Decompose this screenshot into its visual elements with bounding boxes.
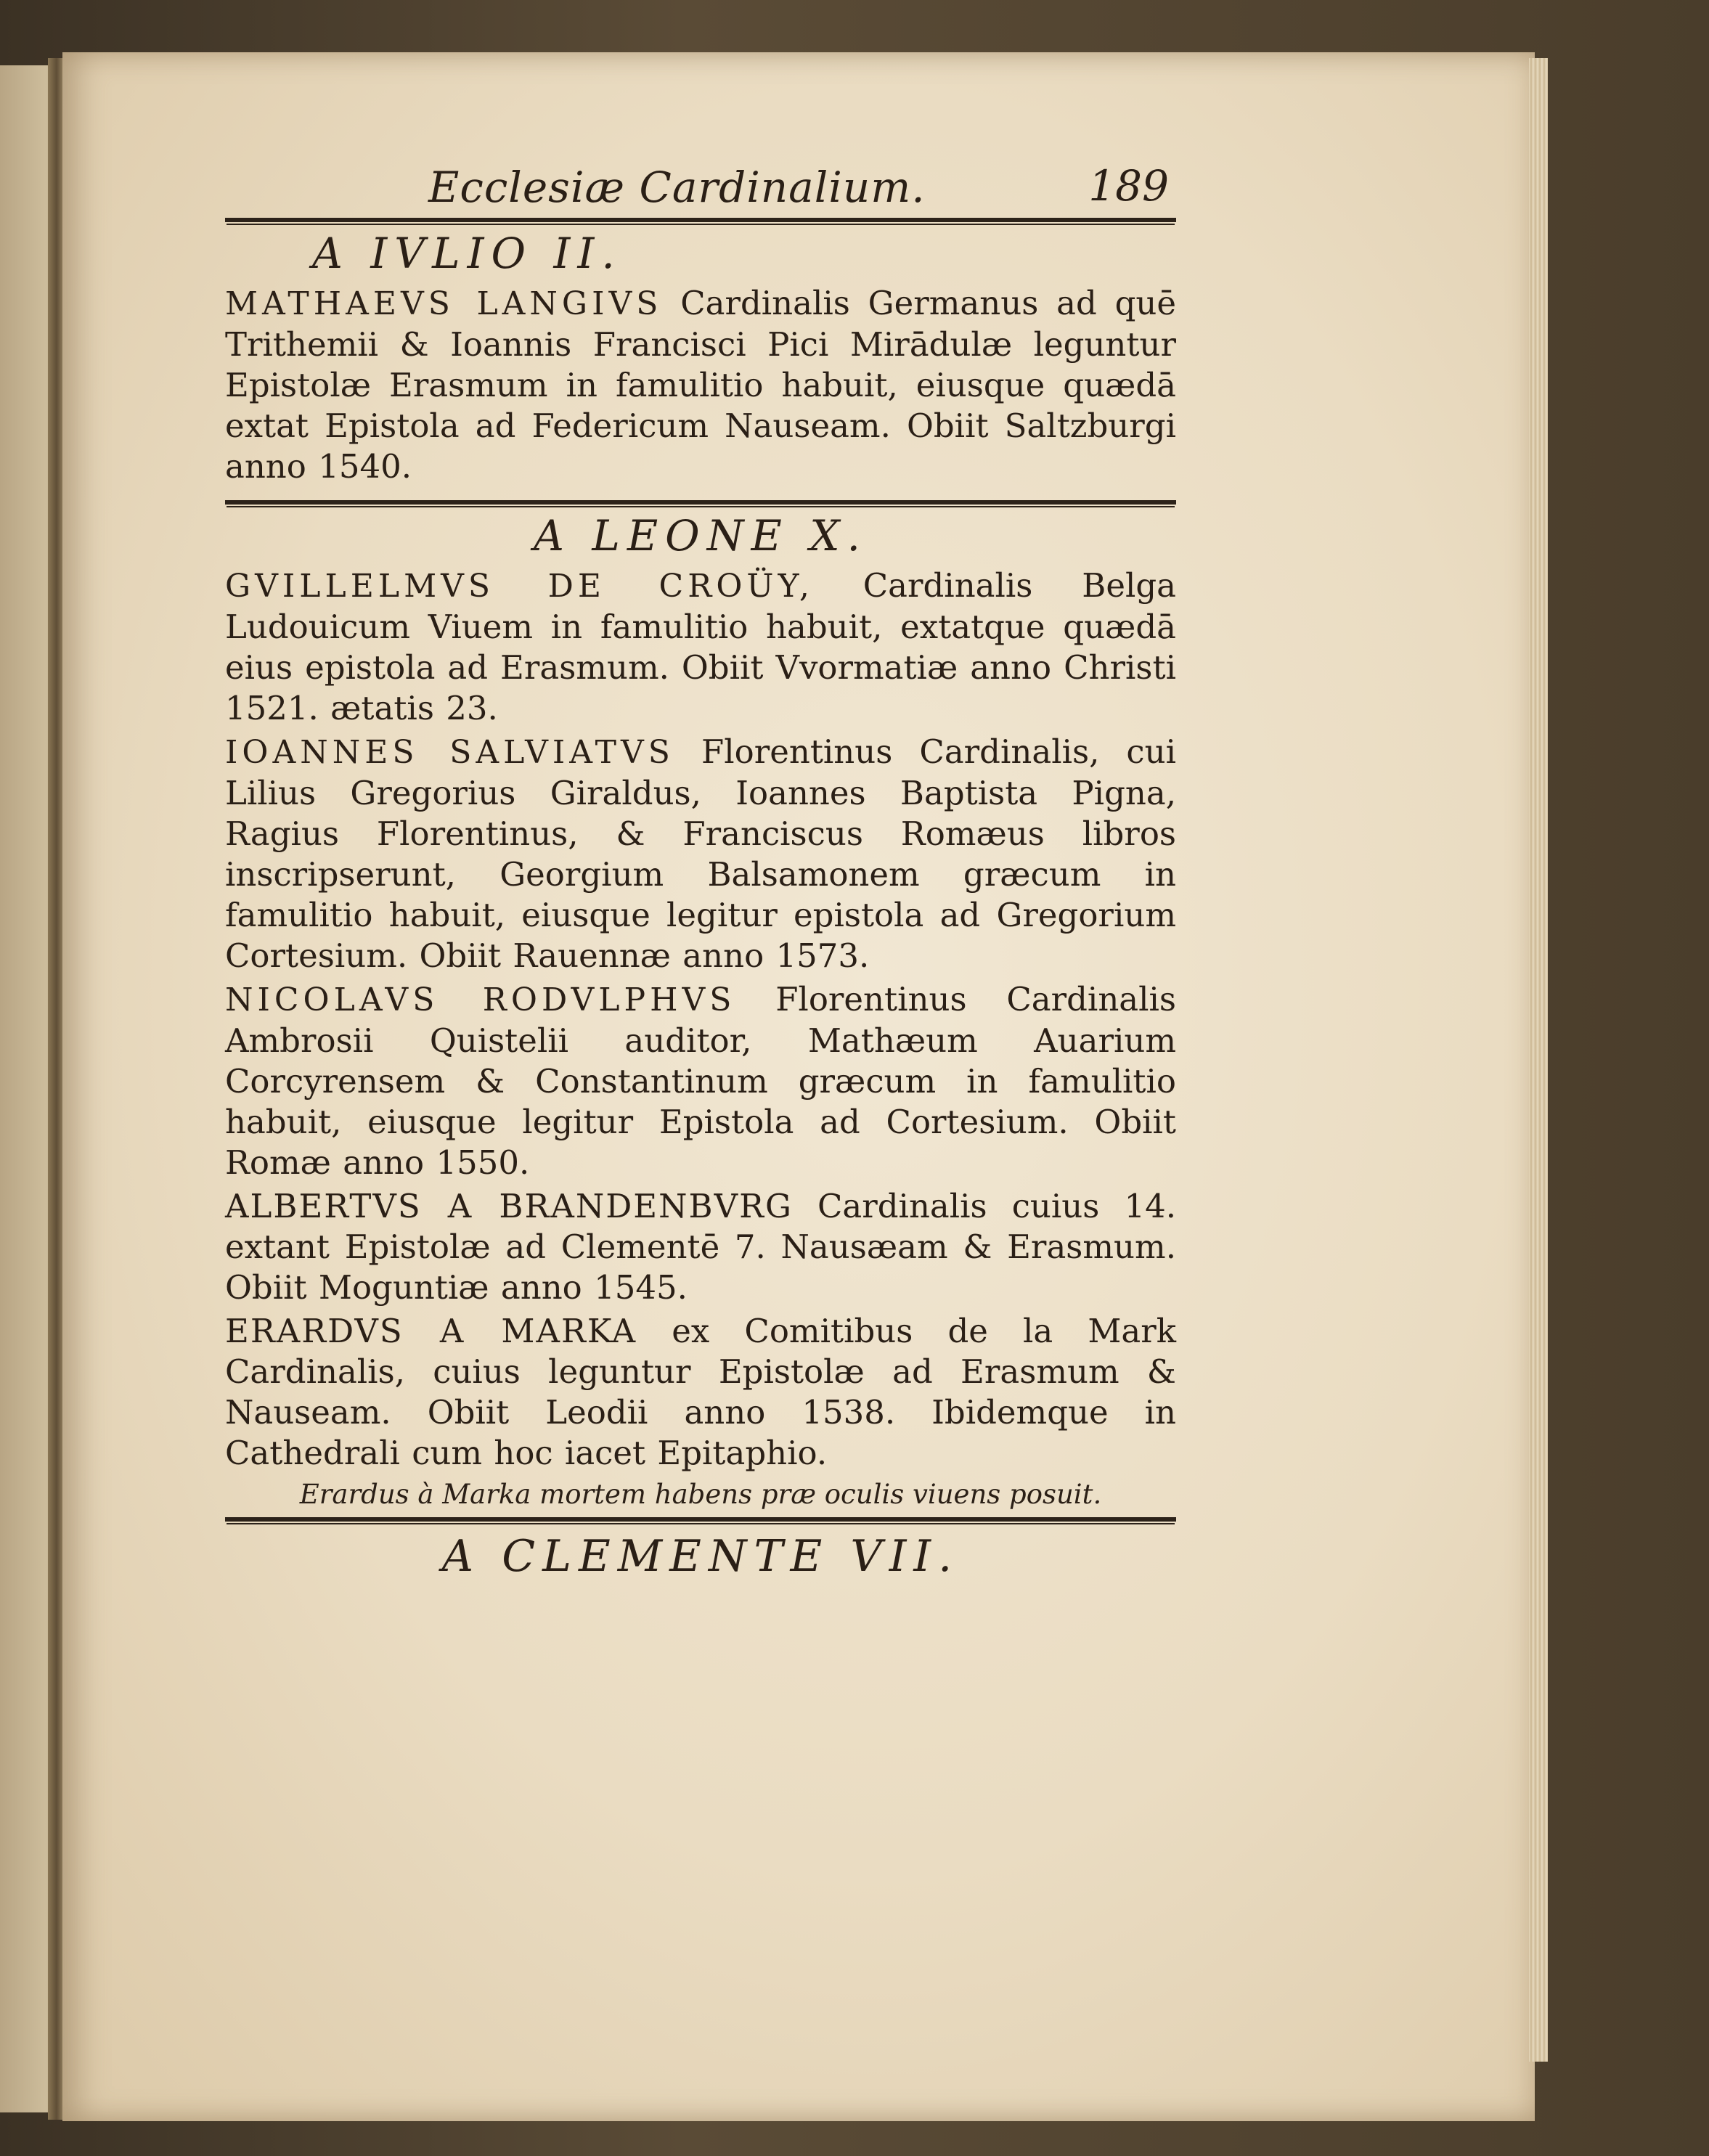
entry-text: Florentinus Cardinalis Ambrosii Quistelii auditor, Mathæum Auarium Corcyrensem & Constantinum græcum in famulitio habuit, eiusque legitur Epistola ad Cortesium. Obiit Romæ anno 1550.	[225, 980, 1177, 1182]
section-heading-leone: A LEONE X.	[534, 511, 868, 560]
entry-text: Florentinus Cardinalis, cui Lilius Gregorius Giraldus, Ioannes Baptista Pigna, Ragius Florentinus, & Franciscus Romæus libros inscripserunt, Georgium Balsamonem græcum in famulitio habuit, eiusque legitur epistola ad Gregorium Cortesium. Obiit Rauennæ anno 1573.	[225, 732, 1177, 975]
section-rule	[225, 1517, 1176, 1522]
running-title: Ecclesiæ Cardinalium.	[428, 163, 926, 212]
entry-text: Cardinalis Germanus ad quē Trithemii & Ioannis Francisci Pici Mirādulæ leguntur Epistolæ Erasmum in famulitio habuit, eiusque quædā extat Epistola ad Federicum Nauseam. Obiit Saltzburgi anno 1540.	[225, 284, 1176, 486]
section-rule	[225, 500, 1176, 505]
entry-rodulphus	[225, 979, 1176, 1183]
header-rule	[225, 218, 1176, 222]
entry-langius	[225, 283, 1176, 487]
page-number: 189	[1088, 161, 1169, 211]
entry-marka	[225, 1311, 1176, 1474]
entry-brandenburg	[225, 1186, 1176, 1308]
section-heading-julio: A IVLIO II.	[312, 229, 622, 278]
entry-croy	[225, 565, 1176, 729]
running-head	[225, 145, 1176, 215]
entry-name: NICOLAVS RODVLPHVS	[225, 981, 736, 1018]
entry-text: Cardinalis cuius 14. extant Epistolæ ad Clementē 7. Nausæam & Erasmum. Obiit Moguntiæ anno 1545.	[225, 1187, 1177, 1307]
entry-text: Cardinalis Belga Ludouicum Viuem in famulitio habuit, extatque quædā eius epistola ad Erasmum. Obiit Vvormatiæ anno Christi 1521. ætatis 23.	[225, 566, 1176, 727]
entry-name: MATHAEVS LANGIVS	[225, 285, 663, 322]
section-heading-clemente: A CLEMENTE VII.	[441, 1531, 960, 1582]
epitaph: Erardus à Marka mortem habens præ oculis viuens posuit.	[299, 1479, 1102, 1510]
entry-name: ALBERTVS A BRANDENBVRG	[225, 1187, 793, 1225]
entry-name: GVILLELMVS DE CROÜY,	[225, 568, 814, 605]
entry-name: IOANNES SALVIATVS	[225, 734, 674, 771]
entry-name: ERARDVS A MARKA	[225, 1312, 637, 1350]
page-fore-edge	[1529, 58, 1548, 2062]
entry-text: ex Comitibus de la Mark Cardinalis, cuius leguntur Epistolæ ad Erasmum & Nauseam. Obiit Leodii anno 1538. Ibidemque in Cathedrali cum hoc iacet Epitaphio.	[225, 1312, 1177, 1472]
text-block	[225, 145, 1176, 1585]
entry-salviatus	[225, 732, 1176, 976]
